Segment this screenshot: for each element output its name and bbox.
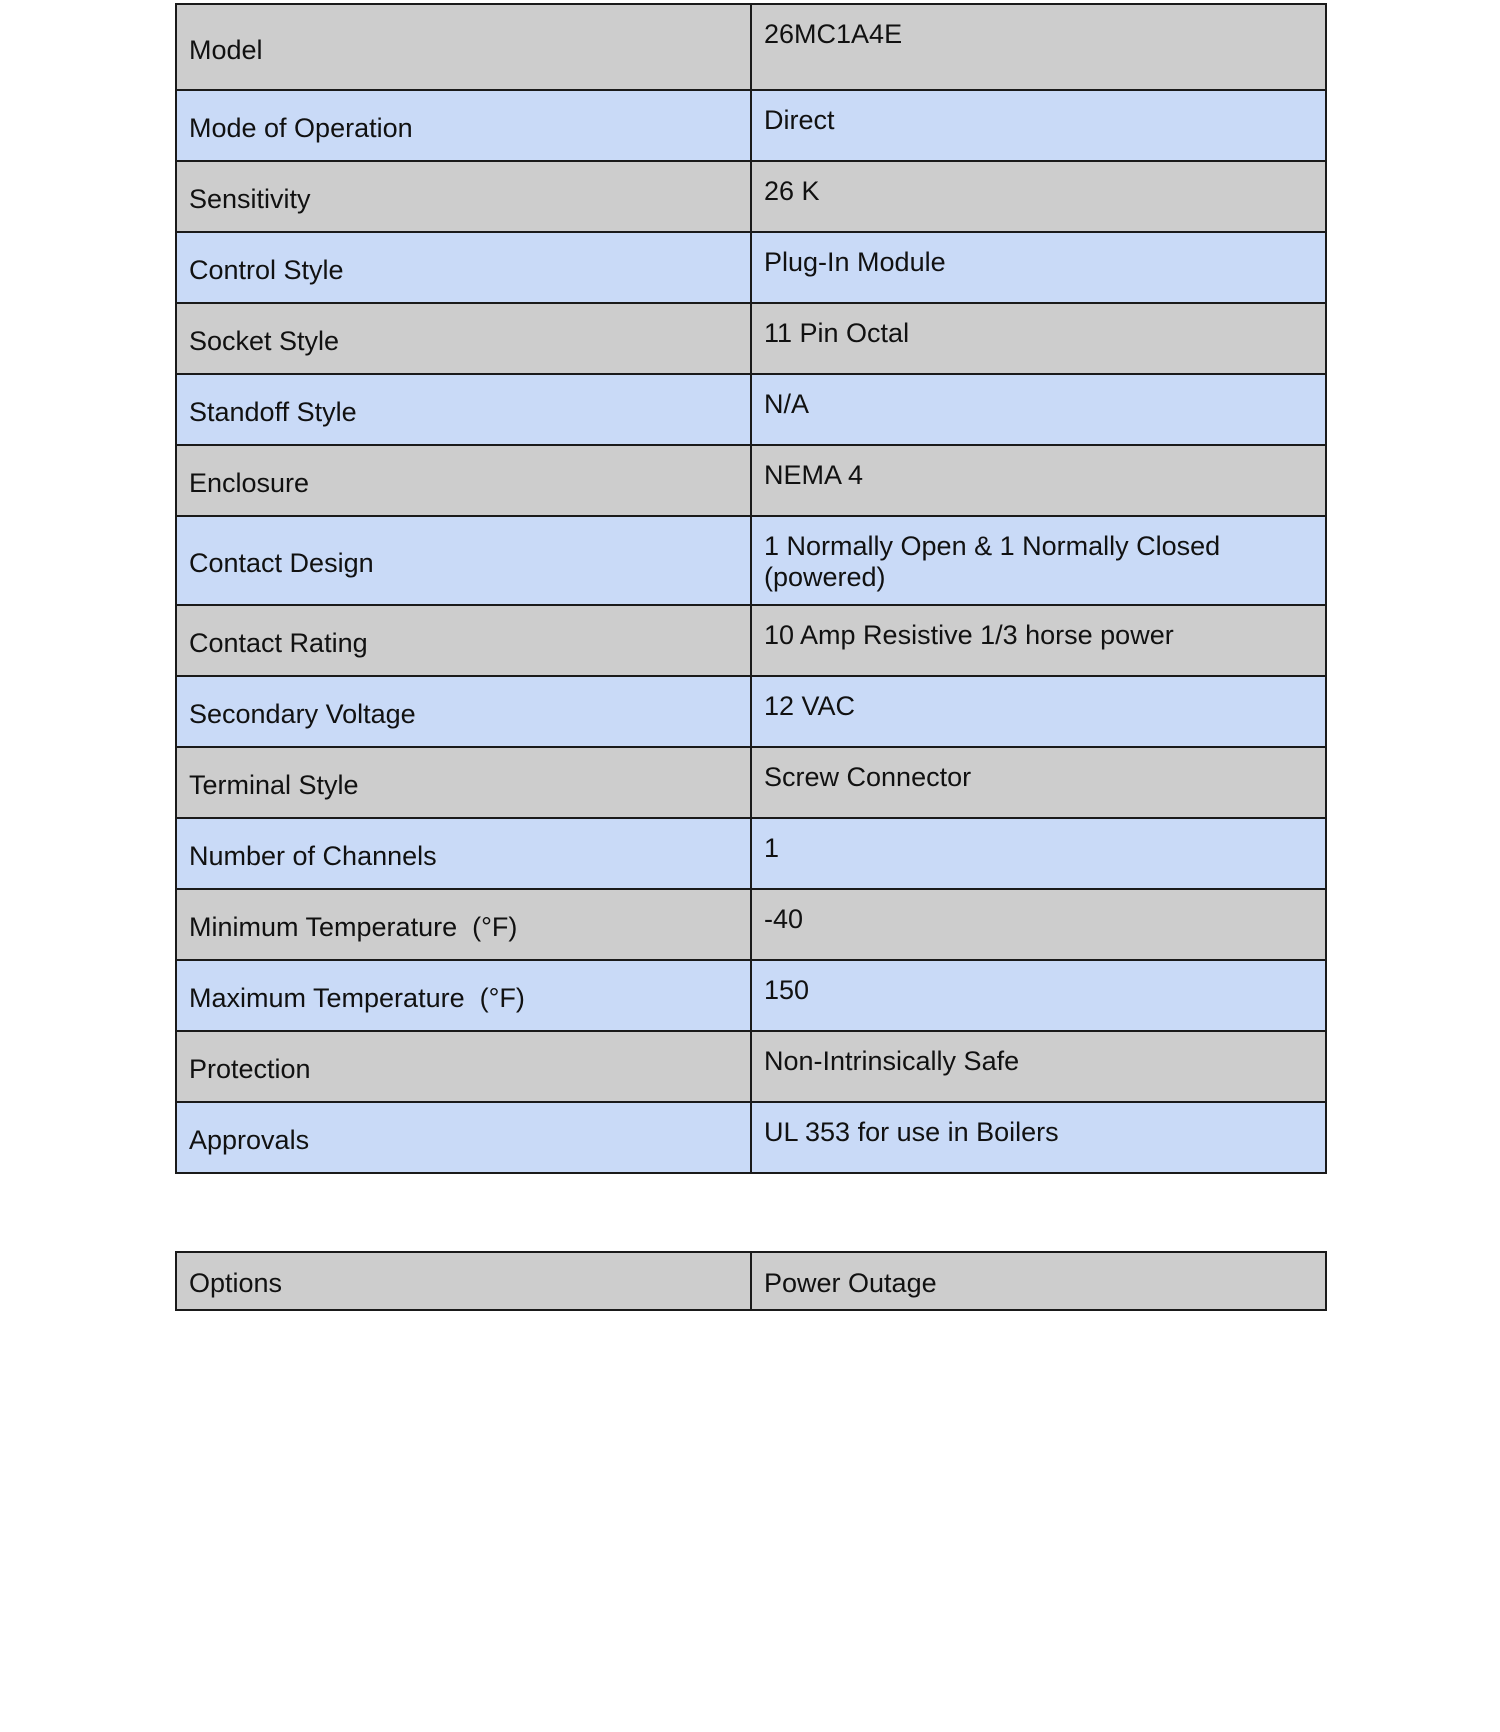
spec-value: UL 353 for use in Boilers	[751, 1102, 1326, 1173]
spec-row-contact-design	[176, 516, 1326, 605]
spec-row-sensitivity	[176, 161, 1326, 232]
spec-row-model	[176, 4, 1326, 90]
spec-label: Maximum Temperature (°F)	[176, 960, 751, 1031]
spec-label: Sensitivity	[176, 161, 751, 232]
spec-row-terminal-style	[176, 747, 1326, 818]
spec-label: Contact Rating	[176, 605, 751, 676]
spec-label: Model	[176, 4, 751, 90]
spec-row-secondary-voltage	[176, 676, 1326, 747]
spec-value: N/A	[751, 374, 1326, 445]
spec-value: 26MC1A4E	[751, 4, 1326, 90]
spec-row-socket-style	[176, 303, 1326, 374]
spec-value: NEMA 4	[751, 445, 1326, 516]
spec-label: Number of Channels	[176, 818, 751, 889]
spec-row-mode-of-operation	[176, 90, 1326, 161]
spec-value: Screw Connector	[751, 747, 1326, 818]
spec-row-maximum-temperature	[176, 960, 1326, 1031]
options-table	[175, 1251, 1327, 1311]
spec-value: Direct	[751, 90, 1326, 161]
spec-row-control-style	[176, 232, 1326, 303]
spec-value: 1 Normally Open & 1 Normally Closed (powered)	[751, 516, 1326, 605]
spec-value: -40	[751, 889, 1326, 960]
spec-label: Control Style	[176, 232, 751, 303]
spec-label: Approvals	[176, 1102, 751, 1173]
spec-label: Minimum Temperature (°F)	[176, 889, 751, 960]
spec-label: Secondary Voltage	[176, 676, 751, 747]
spec-value: Non-Intrinsically Safe	[751, 1031, 1326, 1102]
spec-value: Plug-In Module	[751, 232, 1326, 303]
spec-label: Standoff Style	[176, 374, 751, 445]
spec-row-contact-rating	[176, 605, 1326, 676]
spec-label: Terminal Style	[176, 747, 751, 818]
spec-value: 1	[751, 818, 1326, 889]
spec-row-number-of-channels	[176, 818, 1326, 889]
spec-value: 150	[751, 960, 1326, 1031]
spec-value: 10 Amp Resistive 1/3 horse power	[751, 605, 1326, 676]
spec-label: Contact Design	[176, 516, 751, 605]
spec-row-approvals	[176, 1102, 1326, 1173]
spec-value: 12 VAC	[751, 676, 1326, 747]
options-label: Options	[176, 1252, 751, 1310]
spec-label: Mode of Operation	[176, 90, 751, 161]
spec-row-standoff-style	[176, 374, 1326, 445]
options-row	[176, 1252, 1326, 1310]
spec-row-protection	[176, 1031, 1326, 1102]
spec-row-minimum-temperature	[176, 889, 1326, 960]
spec-label: Enclosure	[176, 445, 751, 516]
spec-label: Protection	[176, 1031, 751, 1102]
spec-value: 11 Pin Octal	[751, 303, 1326, 374]
spec-table	[175, 3, 1327, 1174]
spec-row-enclosure	[176, 445, 1326, 516]
options-value: Power Outage	[751, 1252, 1326, 1310]
spec-value: 26 K	[751, 161, 1326, 232]
spec-label: Socket Style	[176, 303, 751, 374]
